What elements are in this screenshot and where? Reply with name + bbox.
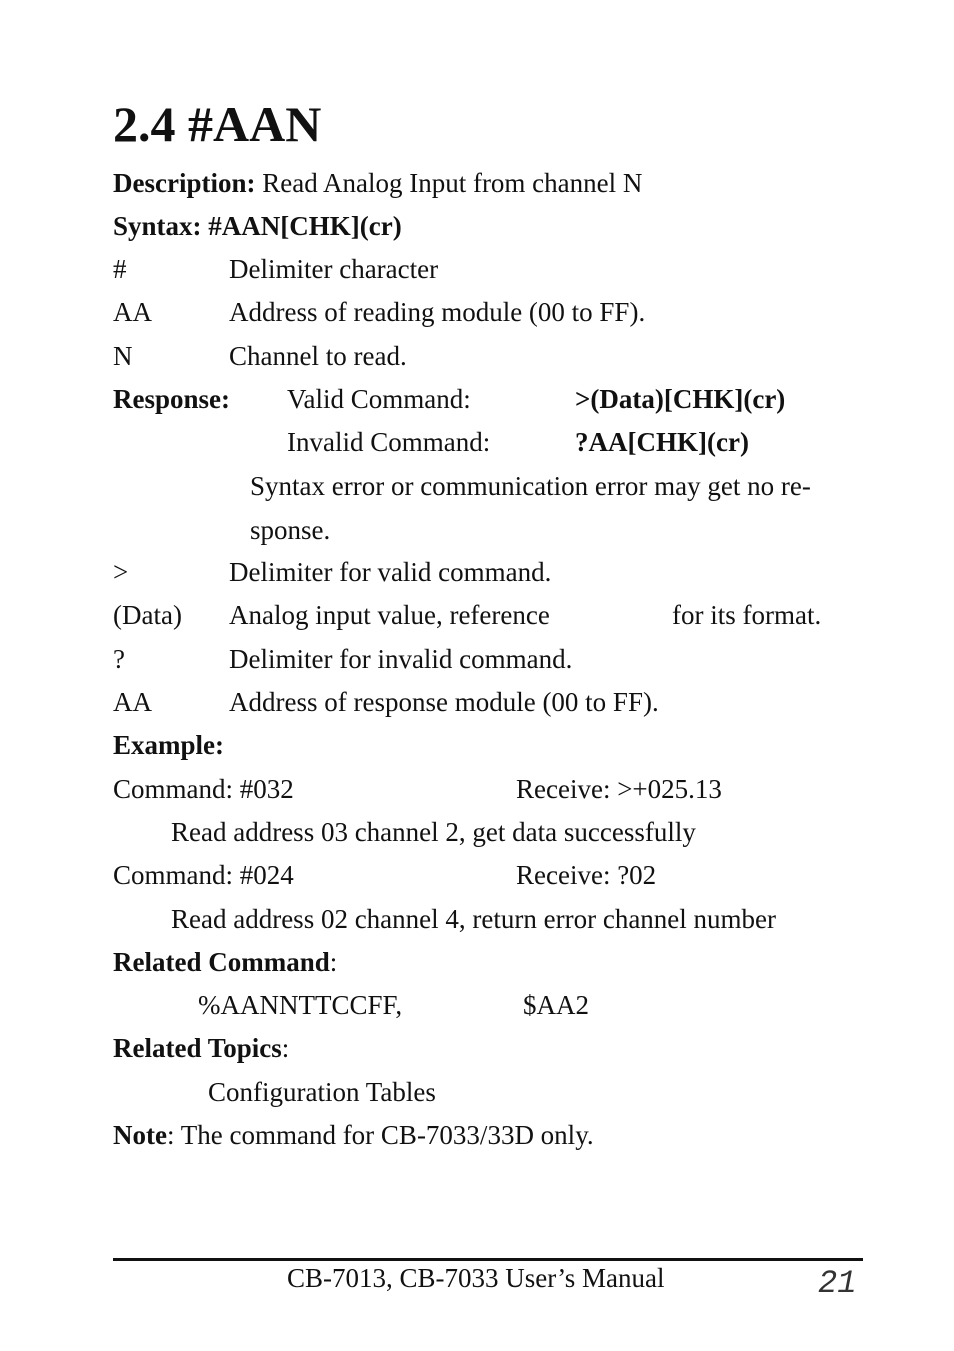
param-key: # — [113, 254, 127, 284]
page-title: 2.4 #AAN — [113, 96, 322, 152]
related-command-heading — [113, 946, 337, 978]
param-key: AA — [113, 687, 152, 717]
note-text: : The command for CB-7033/33D only. — [166, 1120, 594, 1150]
param-desc: Delimiter for valid command. — [229, 557, 552, 587]
invalid-command-label: Invalid Command: — [287, 427, 491, 457]
example-label: Example: — [113, 730, 224, 760]
example-note: Read address 03 channel 2, get data successfully — [171, 817, 696, 847]
example-note: Read address 02 channel 4, return error channel number — [171, 904, 777, 934]
footer-rule — [113, 1258, 863, 1261]
param-key: AA — [113, 297, 152, 327]
valid-command-label: Valid Command: — [287, 384, 471, 414]
response-label: Response: — [113, 384, 231, 414]
syntax-line: Syntax: #AAN[CHK](cr) — [113, 211, 402, 241]
note-label: Note — [113, 1120, 167, 1150]
example-command: Command: #024 — [113, 860, 294, 890]
invalid-command-value: ?AA[CHK](cr) — [575, 427, 749, 457]
related-command-colon: : — [329, 947, 338, 977]
example-command: Command: #032 — [113, 774, 294, 804]
example-receive: Receive: >+025.13 — [516, 774, 722, 804]
param-desc: Channel to read. — [229, 341, 407, 371]
page-number: 21 — [818, 1265, 857, 1302]
description-text: Read Analog Input from channel N — [255, 168, 643, 198]
related-command-item[interactable]: $AA2 — [523, 990, 589, 1020]
related-command-item[interactable]: %AANNTTCCFF, — [198, 990, 403, 1020]
description-line — [113, 167, 642, 199]
description-label: Description: — [113, 168, 256, 198]
param-desc: Analog input value, reference — [229, 600, 550, 630]
param-desc: Delimiter for invalid command. — [229, 644, 573, 674]
related-topics-colon: : — [281, 1033, 290, 1063]
param-key: ? — [113, 644, 125, 674]
related-topics-heading — [113, 1032, 289, 1064]
param-key: > — [113, 557, 129, 587]
param-desc: Address of reading module (00 to FF). — [229, 297, 646, 327]
related-command-label: Related Command — [113, 947, 330, 977]
valid-command-value: >(Data)[CHK](cr) — [575, 384, 786, 414]
param-key: N — [113, 341, 133, 371]
response-note-line2: sponse. — [250, 515, 331, 545]
param-desc-tail: for its format. — [672, 600, 822, 630]
footer-title: CB-7013, CB-7033 User’s Manual — [287, 1263, 665, 1293]
param-key: (Data) — [113, 600, 182, 630]
param-desc: Address of response module (00 to FF). — [229, 687, 659, 717]
response-note-line1: Syntax error or communication error may get no re- — [250, 471, 811, 501]
related-topics-label: Related Topics — [113, 1033, 282, 1063]
example-receive: Receive: ?02 — [516, 860, 657, 890]
note-line — [113, 1119, 594, 1151]
param-desc: Delimiter character — [229, 254, 439, 284]
related-topic-item[interactable]: Configuration Tables — [208, 1077, 436, 1107]
